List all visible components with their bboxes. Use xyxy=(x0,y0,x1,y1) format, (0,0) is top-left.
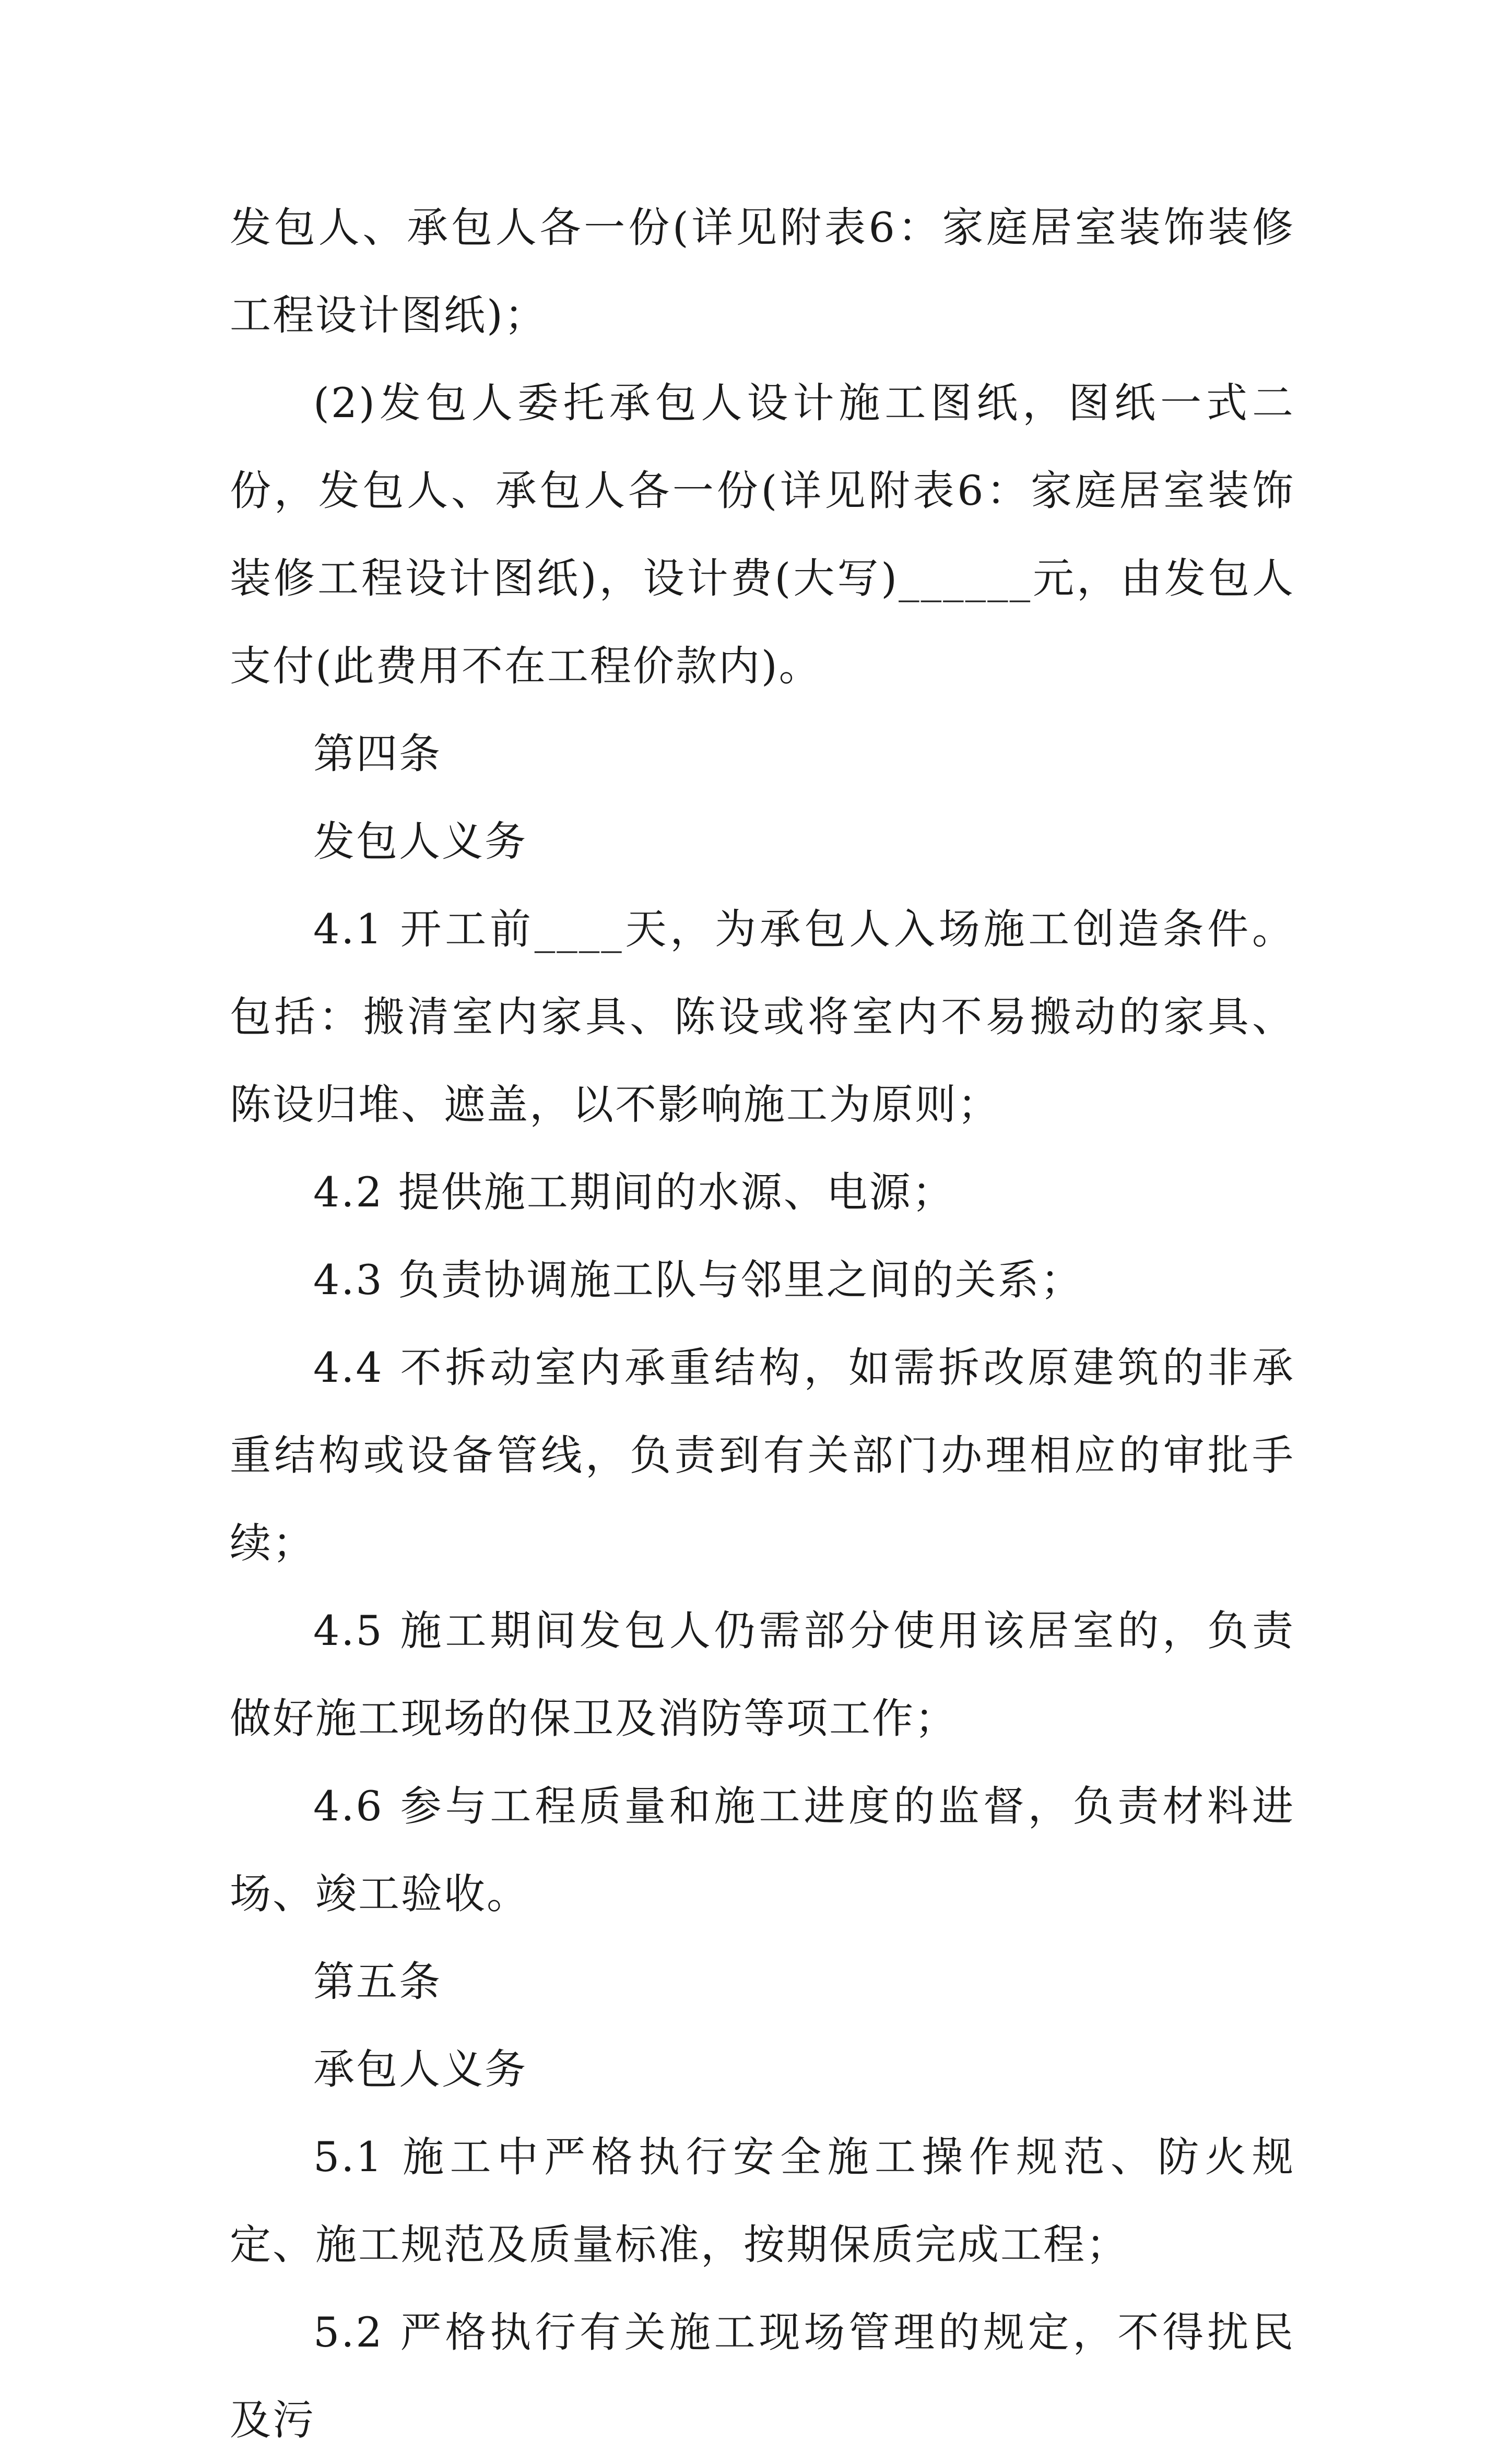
article-four-heading: 第四条 xyxy=(313,730,442,778)
article-four-title: 发包人义务 xyxy=(313,818,527,866)
clause-5-1: 5.1 施工中严格执行安全施工操作规范、防火规定、施工规范及质量标准，按期保质完成工程； xyxy=(230,2133,1295,2269)
clause-4-5: 4.5 施工期间发包人仍需部分使用该居室的，负责做好施工现场的保卫及消防等项工作； xyxy=(230,1607,1295,1743)
document-body xyxy=(230,184,1295,2464)
article-five-heading: 第五条 xyxy=(313,1958,442,2006)
article-five-title: 承包人义务 xyxy=(313,2045,527,2093)
clause-4-2: 4.2 提供施工期间的水源、电源； xyxy=(313,1168,955,1216)
clause-4-3: 4.3 负责协调施工队与邻里之间的关系； xyxy=(313,1256,1083,1304)
clause-5-2: 5.2 严格执行有关施工现场管理的规定，不得扰民及污 xyxy=(230,2308,1295,2444)
paragraph-design-fee: (2)发包人委托承包人设计施工图纸，图纸一式二份，发包人、承包人各一份(详见附表6：家庭居室装饰装修工程设计图纸)，设计费(大写)______元，由发包人支付(此费用不在工程价款内)。 xyxy=(230,379,1295,690)
clause-4-4: 4.4 不拆动室内承重结构，如需拆改原建筑的非承重结构或设备管线，负责到有关部门办理相应的审批手续； xyxy=(230,1344,1295,1567)
clause-4-1: 4.1 开工前____天，为承包人入场施工创造条件。包括：搬清室内家具、陈设或将室内不易搬动的家具、陈设归堆、遮盖，以不影响施工为原则； xyxy=(230,905,1295,1129)
paragraph-continuation: 发包人、承包人各一份(详见附表6：家庭居室装饰装修工程设计图纸)； xyxy=(230,204,1295,339)
clause-4-6: 4.6 参与工程质量和施工进度的监督，负责材料进场、竣工验收。 xyxy=(230,1782,1295,1918)
